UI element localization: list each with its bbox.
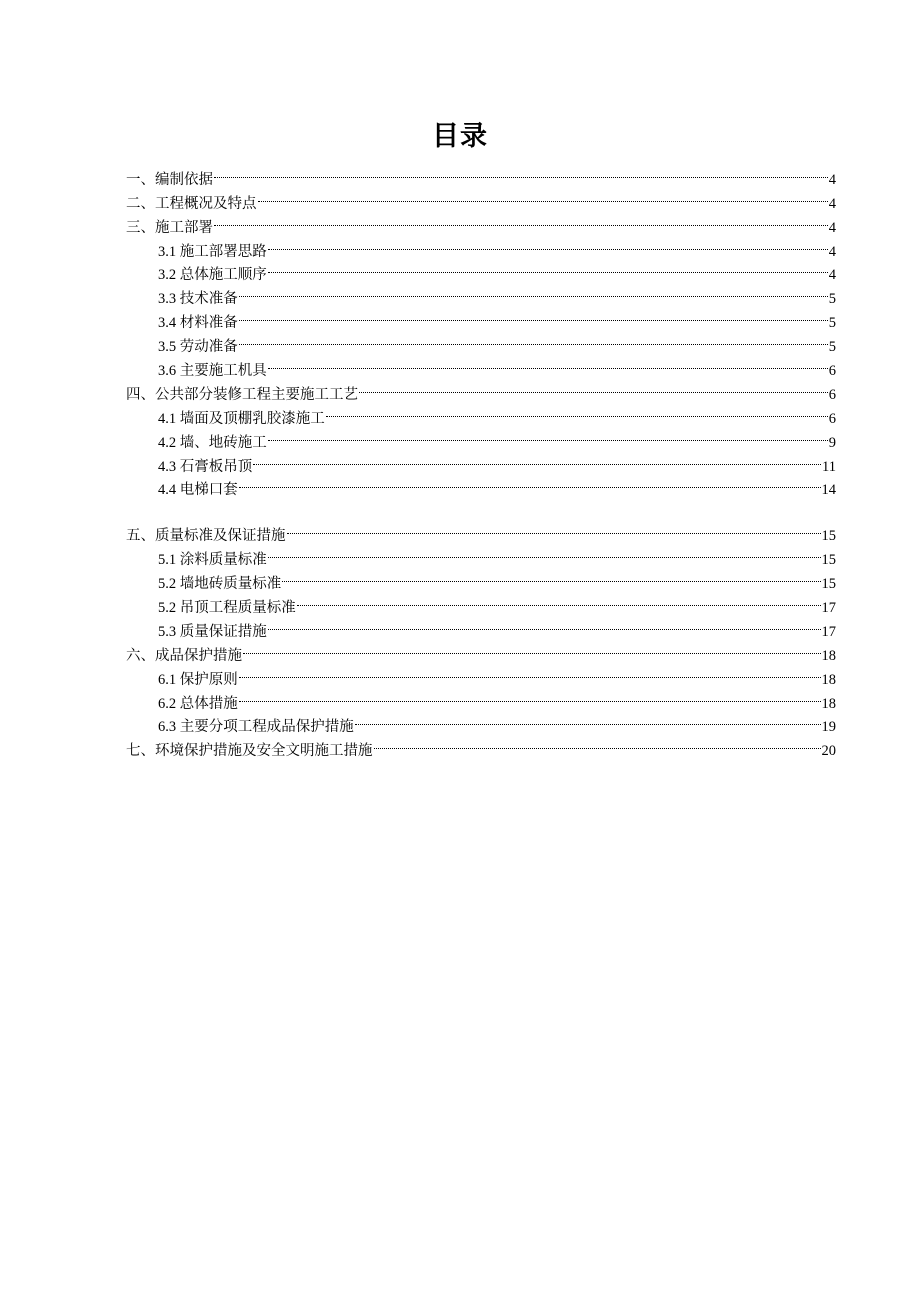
toc-entry-page: 18 <box>821 671 836 688</box>
toc-dot-leader <box>297 588 821 612</box>
toc-entry-page: 17 <box>821 600 836 617</box>
toc-entry-label: 6.3 主要分项工程成品保护措施 <box>158 719 354 736</box>
toc-dot-leader <box>268 351 828 375</box>
toc-dot-leader <box>214 160 828 184</box>
toc-entry-label: 6.2 总体措施 <box>158 695 238 712</box>
toc-entry-label: 5.3 质量保证措施 <box>158 623 267 640</box>
toc-entry-page: 9 <box>828 434 836 451</box>
toc-entry-label: 5.2 墙地砖质量标准 <box>158 576 282 593</box>
toc-entry-label: 3.1 施工部署思路 <box>158 243 267 260</box>
toc-entry-page: 5 <box>828 315 836 332</box>
toc-entry[interactable] <box>126 208 836 236</box>
toc-entry-page: 15 <box>821 552 836 569</box>
toc-entry-page: 11 <box>822 458 836 475</box>
toc-entry-page: 19 <box>821 719 836 736</box>
toc-dot-leader <box>268 540 821 564</box>
toc-title: 目录 <box>432 121 488 151</box>
toc-entry-label: 4.3 石膏板吊顶 <box>158 458 253 475</box>
toc-entry[interactable] <box>126 516 836 545</box>
toc-entry-page: 18 <box>821 695 836 712</box>
toc-dot-leader <box>239 660 821 684</box>
toc-entry-label: 3.2 总体施工顺序 <box>158 267 267 284</box>
toc-entry-label: 一、编制依据 <box>126 171 213 188</box>
toc-entry-page: 6 <box>828 363 836 380</box>
toc-entry-label: 5.2 吊顶工程质量标准 <box>158 600 296 617</box>
toc-entry-label: 二、工程概况及特点 <box>126 195 257 212</box>
toc-dot-leader <box>214 208 828 232</box>
toc-entry-label: 四、公共部分装修工程主要施工工艺 <box>126 386 358 403</box>
toc-dot-leader <box>268 232 828 256</box>
toc-entry-page: 4 <box>828 171 836 188</box>
toc-dot-leader <box>282 564 820 588</box>
toc-entry-label: 3.5 劳动准备 <box>158 339 238 356</box>
toc-entry-label: 3.3 技术准备 <box>158 291 238 308</box>
toc-entry[interactable] <box>126 232 836 260</box>
toc-entry-page: 5 <box>828 291 836 308</box>
toc-dot-leader <box>239 279 828 303</box>
toc-entry-label: 三、施工部署 <box>126 219 213 236</box>
toc-entry-label: 七、环境保护措施及安全文明施工措施 <box>126 743 373 760</box>
toc-dot-leader <box>359 375 828 399</box>
toc-dot-leader <box>243 636 821 660</box>
toc-entry-page: 5 <box>828 339 836 356</box>
toc-entry-label: 4.1 墙面及顶棚乳胶漆施工 <box>158 410 325 427</box>
toc-entry-page: 17 <box>821 623 836 640</box>
toc-entry-label: 4.2 墙、地砖施工 <box>158 434 267 451</box>
toc-entry-label: 6.1 保护原则 <box>158 671 238 688</box>
toc-dot-leader <box>287 516 821 540</box>
toc-entry[interactable] <box>126 184 836 212</box>
toc-dot-leader <box>239 303 828 327</box>
toc-entry-label: 五、质量标准及保证措施 <box>126 528 286 545</box>
toc-dot-leader <box>374 731 821 755</box>
toc-entry-page: 15 <box>821 576 836 593</box>
toc-dot-leader <box>239 327 828 351</box>
toc-list <box>126 160 836 760</box>
toc-entry-page: 6 <box>828 386 836 403</box>
toc-dot-leader <box>253 447 821 471</box>
toc-dot-leader <box>268 423 828 447</box>
toc-entry-page: 4 <box>828 219 836 236</box>
toc-entry-page: 15 <box>821 528 836 545</box>
toc-entry-page: 4 <box>828 267 836 284</box>
toc-entry-page: 14 <box>821 482 836 499</box>
toc-entry-label: 4.4 电梯口套 <box>158 482 238 499</box>
toc-dot-leader <box>268 256 828 280</box>
toc-dot-leader <box>239 684 821 708</box>
toc-entry-label: 六、成品保护措施 <box>126 647 242 664</box>
toc-dot-leader <box>268 612 821 636</box>
toc-dot-leader <box>326 399 828 423</box>
toc-entry-page: 4 <box>828 243 836 260</box>
toc-entry-page: 6 <box>828 410 836 427</box>
toc-dot-leader <box>239 471 821 495</box>
toc-dot-leader <box>258 184 828 208</box>
toc-entry-label: 3.6 主要施工机具 <box>158 363 267 380</box>
toc-entry[interactable] <box>126 160 836 188</box>
toc-entry-page: 18 <box>821 647 836 664</box>
toc-entry-label: 5.1 涂料质量标准 <box>158 552 267 569</box>
toc-entry-page: 4 <box>828 195 836 212</box>
toc-entry-label: 3.4 材料准备 <box>158 315 238 332</box>
toc-dot-leader <box>355 708 821 732</box>
toc-entry-page: 20 <box>821 743 836 760</box>
